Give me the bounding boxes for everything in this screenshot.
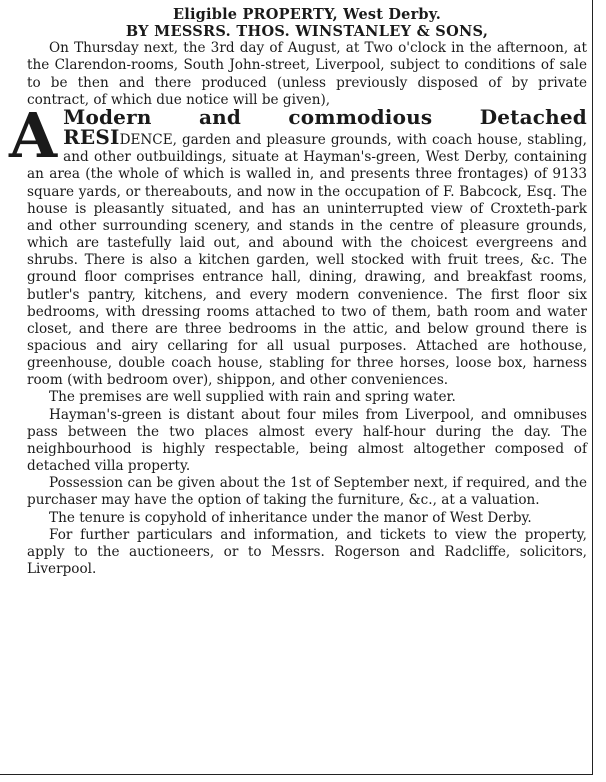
auctioneers-line: BY MESSRS. THOS. WINSTANLEY & SONS,: [125, 23, 489, 41]
property-description: [9, 98, 587, 390]
paragraph-contacts: For further particulars and information, and tickets to view the property, apply to the auctioneers, or to Messrs. Rogerson and Radcliffe, solicitors, Liverpool.: [27, 526, 587, 577]
paragraph-tenure: The tenure is copyhold of inheritance under the manor of West Derby.: [49, 509, 532, 526]
advertisement-column: [9, 6, 587, 578]
description-lead: Modern and commodious Detached RESI: [63, 104, 587, 150]
advert-title: Eligible PROPERTY, West Derby.: [173, 6, 441, 23]
paragraph-water: The premises are well supplied with rain and spring water.: [49, 389, 456, 406]
description-body: DENCE, garden and pleasure grounds, with coach house, stabling, and other outbuildings, situate at Hayman's-green, West Derby, containing an area (the whole of which is walled in, and presents three frontages) of 9133 square yards, or thereabouts, and now in the occupation of F. Babcock, Esq. The house is pleasantly situated, and has an uninterrupted view of Croxteth-park and other surrounding scenery, and stands in the centre of pleasure grounds, which are tastefully laid out, and abound with the choicest evergreens and shrubs. There is also a kitchen garden, well stocked with fruit trees, &c. The ground floor comprises entrance hall, dining, drawing, and breakfast rooms, butler's pantry, kitchens, and every modern convenience. The first floor six bedrooms, with dressing rooms attached to two of them, bath room and water closet, and there are three bedrooms in the attic, and below ground there is spacious and airy cellaring for all usual purposes. Attached are hothouse, greenhouse, double coach house, stabling for three horses, loose box, harness room (with bedroom over), shippon, and other conveniences.: [27, 132, 587, 389]
auction-details: On Thursday next, the 3rd day of August, at Two o'clock in the afternoon, at the Clarendon-rooms, South John-street, Liverpool, subject to conditions of sale to be then and there produced (unless previously disposed of by private contract, of which due notice will be given),: [27, 40, 587, 108]
paragraph-possession: Possession can be given about the 1st of September next, if required, and the purchaser may have the option of taking the furniture, &c., at a valuation.: [27, 475, 587, 509]
paragraph-location: Hayman's-green is distant about four miles from Liverpool, and omnibuses pass between the two places almost every half-hour during the day. The neighbourhood is highly respectable, being almost altogether composed of detached villa property.: [27, 406, 587, 475]
drop-cap: A: [9, 98, 58, 172]
